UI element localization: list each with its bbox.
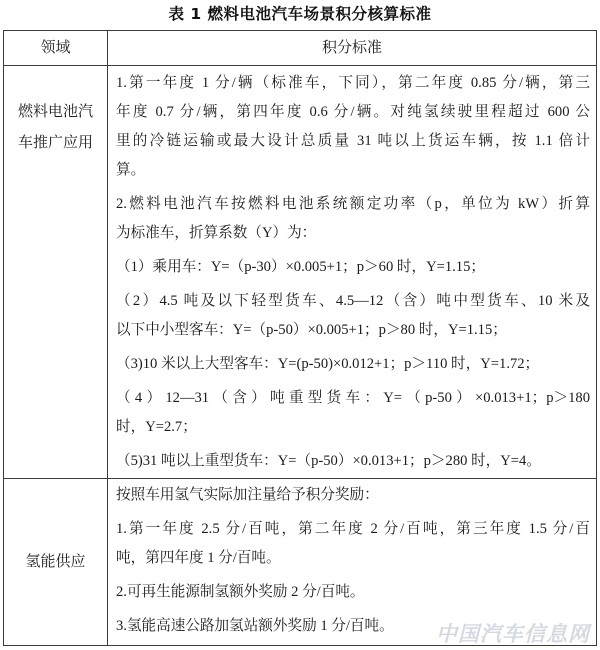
text-line: 时，Y=2.7；	[116, 419, 197, 435]
text-line: 算。	[116, 162, 146, 178]
text-line: （1）乘用车：Y=（p-30）×0.005+1；p＞60 时，Y=1.15；	[116, 259, 485, 275]
credit-standard-table	[3, 30, 597, 646]
text-line: （3)10 米以上大型客车：Y=(p-50)×0.012+1；p＞110 时，Y=1.72；	[116, 356, 540, 372]
paragraph	[116, 384, 590, 442]
paragraph	[116, 578, 590, 607]
watermark: 中国汽车信息网	[436, 622, 590, 646]
text-line: 按照车用氢气实际加注量给予积分奖励：	[116, 487, 379, 503]
paragraph	[116, 253, 590, 282]
paragraph	[116, 190, 590, 248]
text-line: 吨，第四年度 1 分/百吨。	[116, 550, 281, 566]
text-line: 1.第一年度 1 分/辆（标准车，下同），第二年度 0.85 分/辆，第三	[116, 75, 590, 91]
paragraph	[116, 515, 590, 573]
header-domain: 领域	[4, 31, 108, 65]
text-line: 以下中小型客车：Y=（p-50）×0.005+1；p＞80 时，Y=1.15；	[116, 322, 507, 338]
table-row-fuel-cell-vehicle	[4, 66, 596, 479]
text-line: 为标准车，折算系数（Y）为：	[116, 225, 317, 241]
paragraph	[116, 612, 590, 641]
paragraph	[116, 447, 590, 476]
row-standard-content	[108, 479, 596, 645]
header-standard: 积分标准	[321, 40, 382, 56]
text-line: 2.可再生能源制氢额外奖励 2 分/百吨。	[116, 584, 365, 600]
text-line: 1.第一年度 2.5 分/百吨，第二年度 2 分/百吨，第三年度 1.5 分/百	[116, 521, 590, 537]
text-line: 3.氢能高速公路加氢站额外奖励 1 分/百吨。	[116, 618, 394, 634]
table-header-row	[4, 31, 596, 66]
text-line: 年度 0.7 分/辆，第四年度 0.6 分/辆。对纯氢续驶里程超过 600 公	[116, 104, 590, 120]
paragraph	[116, 287, 590, 345]
text-line: 里的冷链运输或最大设计总质量 31 吨以上货运车辆，按 1.1 倍计	[116, 133, 590, 149]
table-row-hydrogen-supply	[4, 479, 596, 645]
row-domain-label: 氢能供应	[25, 553, 86, 570]
row-domain-cell	[4, 479, 108, 645]
row-standard-content	[108, 66, 596, 478]
row-domain-cell	[4, 66, 108, 478]
table-title: 表 1 燃料电池汽车场景积分核算标准	[168, 5, 432, 23]
text-line: （4）12—31（含）吨重型货车：Y=（p-50）×0.013+1；p＞180	[116, 390, 590, 406]
row-domain-label: 燃料电池汽车推广应用	[17, 104, 93, 151]
paragraph	[116, 350, 590, 379]
text-line: （2）4.5 吨及以下轻型货车、4.5—12（含）吨中型货车、10 米及	[116, 293, 590, 309]
paragraph	[116, 481, 590, 510]
text-line: （5)31 吨以上重型货车：Y=（p-50）×0.013+1；p＞280 时，Y=4。	[116, 453, 541, 469]
text-line: 2.燃料电池汽车按燃料电池系统额定功率（p，单位为 kW）折算	[116, 196, 590, 212]
paragraph	[116, 69, 590, 185]
